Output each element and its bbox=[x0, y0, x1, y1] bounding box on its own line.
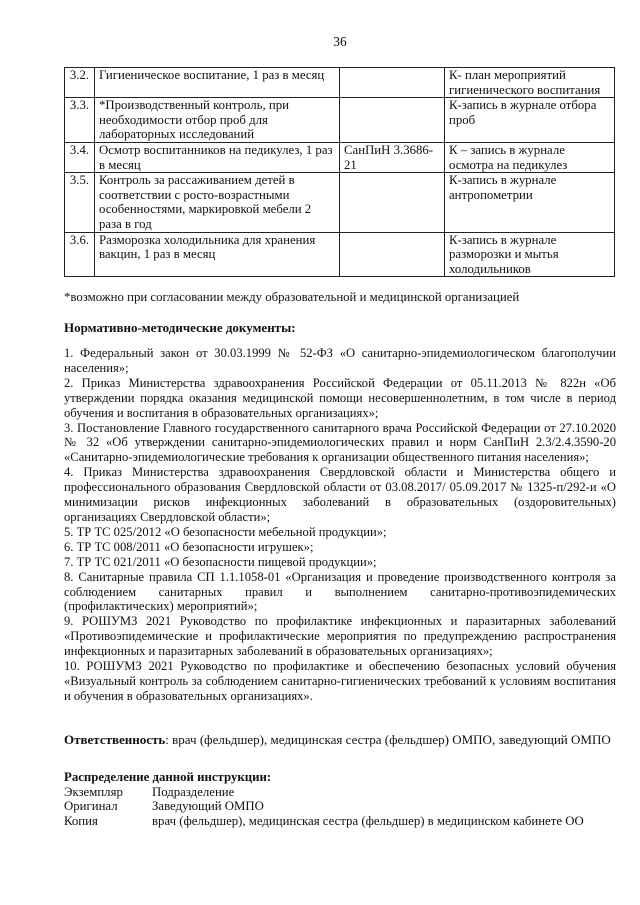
distribution-row bbox=[64, 799, 624, 814]
cell-task: Контроль за рассаживанием детей в соответствии с росто-возрастными особенностями, маркировкой мебели 2 раза в год bbox=[95, 173, 340, 232]
distribution-row bbox=[64, 785, 624, 800]
cell-num: 3.5. bbox=[65, 173, 95, 232]
document-item: 9. РОШУМЗ 2021 Руководство по профилактике инфекционных и паразитарных заболеваний «Противоэпидемические и профилактические мероприятия по предупреждению распространения инфекционных и паразитарных заболеваний в образовательных организациях»; bbox=[64, 614, 616, 659]
document-item: 7. ТР ТС 021/2011 «О безопасности пищевой продукции»; bbox=[64, 554, 377, 569]
document-item: 3. Постановление Главного государственного санитарного врача Российской Федерации от 27.10.2020 № 32 «Об утверждении санитарно-эпидемиологических правил и норм СанПиН 2.3/2.4.3590-20 «Санитарно-эпидемиологические требования к организации общественного питания населения»; bbox=[64, 420, 616, 465]
cell-task: *Производственный контроль, при необходимости отбор проб для лабораторных исследований bbox=[95, 98, 340, 143]
document-item: 1. Федеральный закон от 30.03.1999 № 52-ФЗ «О санитарно-эпидемиологическом благополучии населения»; bbox=[64, 346, 616, 375]
distribution-value: Заведующий ОМПО bbox=[152, 799, 264, 814]
document-item: 10. РОШУМЗ 2021 Руководство по профилактике и обеспечению безопасных условий обучения «Визуальный контроль за соблюдением санитарно-гигиенических требований к условиям воспитания и обучения в образовательных организациях». bbox=[64, 659, 616, 703]
distribution-value: Подразделение bbox=[152, 784, 235, 799]
cell-num: 3.6. bbox=[65, 232, 95, 277]
responsibility bbox=[64, 732, 624, 748]
distribution-key: Экземпляр bbox=[64, 784, 123, 799]
distribution-key: Оригинал bbox=[64, 799, 118, 814]
document-item: 8. Санитарные правила СП 1.1.1058-01 «Организация и проведение производственного контроля за соблюдением санитарных правил и выполнением санитарно-противоэпидемических (профилактических) мероприятий»; bbox=[64, 569, 616, 614]
table-row bbox=[65, 232, 615, 277]
distribution-key: Копия bbox=[64, 813, 98, 828]
cell-basis bbox=[340, 232, 445, 277]
distribution-row bbox=[64, 814, 624, 829]
distribution-value: врач (фельдшер), медицинская сестра (фельдшер) в медицинском кабинете ОО bbox=[152, 813, 584, 828]
documents-list bbox=[64, 346, 616, 704]
cell-basis bbox=[340, 173, 445, 232]
document-item: 2. Приказ Министерства здравоохранения Российской Федерации от 05.11.2013 № 822н «Об утверждении порядка оказания медицинской помощи несовершеннолетним, в том числе в период обучения и воспитания в образовательных организациях»; bbox=[64, 375, 616, 420]
cell-task: Гигиеническое воспитание, 1 раз в месяц bbox=[95, 68, 340, 98]
footnote: *возможно при согласовании между образовательной и медицинской организацией bbox=[64, 290, 520, 304]
cell-task: Разморозка холодильника для хранения вакцин, 1 раз в месяц bbox=[95, 232, 340, 277]
cell-num: 3.2. bbox=[65, 68, 95, 98]
responsibility-label: Ответственность bbox=[64, 732, 166, 747]
document-item: 4. Приказ Министерства здравоохранения Свердловской области и Министерства общего и профессионального образования Свердловской области от 03.08.2017/ 05.09.2017 № 1325-п/292-и «О минимизации рисков инфекционных заболеваний в образовательных (оздоровительных) организациях Свердловской области»; bbox=[64, 465, 616, 524]
docs-title: Нормативно-методические документы: bbox=[64, 320, 296, 335]
cell-basis bbox=[340, 68, 445, 98]
responsibility-text: : врач (фельдшер), медицинская сестра (фельдшер) ОМПО, заведующий ОМПО bbox=[165, 732, 611, 747]
cell-basis: СанПиН 3.3686-21 bbox=[340, 142, 445, 172]
document-item: 6. ТР ТС 008/2011 «О безопасности игрушек»; bbox=[64, 539, 314, 554]
cell-record: К-запись в журнале отбора проб bbox=[445, 98, 615, 143]
document-item: 5. ТР ТС 025/2012 «О безопасности мебельной продукции»; bbox=[64, 524, 387, 539]
page-number: 36 bbox=[333, 34, 347, 49]
cell-record: К- план мероприятий гигиенического воспитания bbox=[445, 68, 615, 98]
cell-num: 3.4. bbox=[65, 142, 95, 172]
cell-task: Осмотр воспитанников на педикулез, 1 раз в месяц bbox=[95, 142, 340, 172]
table-row bbox=[65, 142, 615, 172]
table-row bbox=[65, 98, 615, 143]
plan-table bbox=[64, 67, 615, 277]
distribution-title: Распределение данной инструкции: bbox=[64, 770, 272, 784]
cell-basis bbox=[340, 98, 445, 143]
table-row bbox=[65, 68, 615, 98]
cell-record: К-запись в журнале антропометрии bbox=[445, 173, 615, 232]
distribution-block bbox=[64, 770, 624, 828]
table-row bbox=[65, 173, 615, 232]
cell-record: К-запись в журнале разморозки и мытья холодильников bbox=[445, 232, 615, 277]
cell-num: 3.3. bbox=[65, 98, 95, 143]
cell-record: К – запись в журнале осмотра на педикулез bbox=[445, 142, 615, 172]
